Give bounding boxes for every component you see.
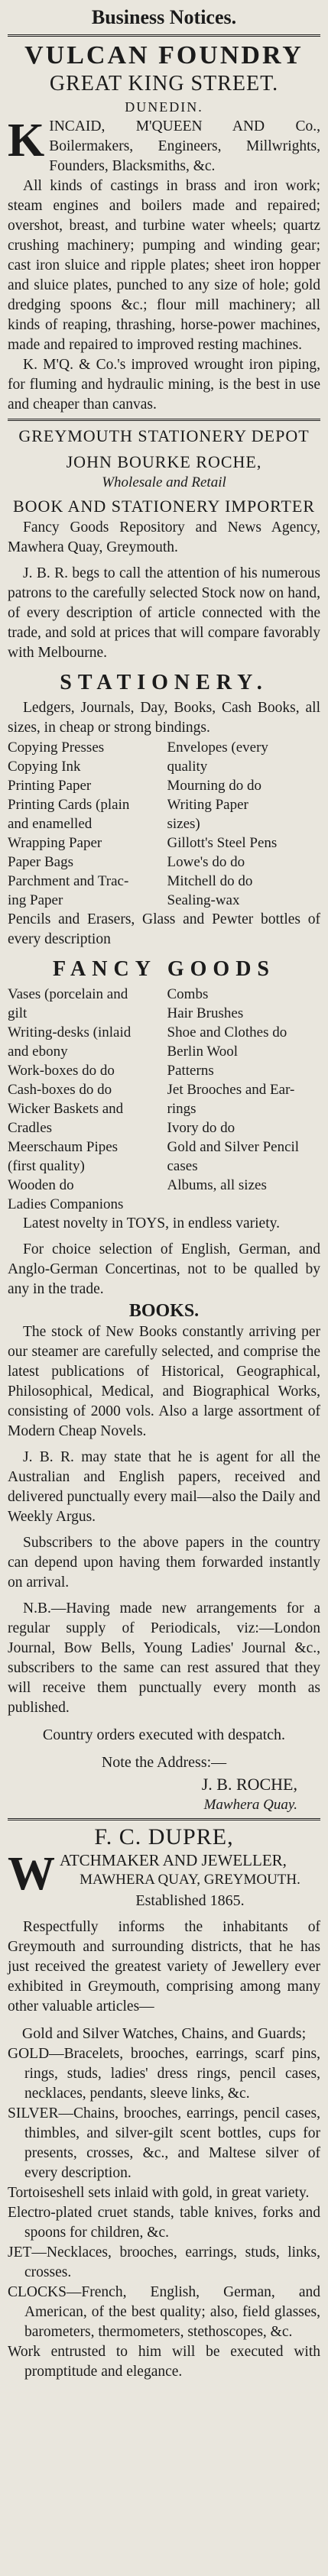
vulcan-town: DUNEDIN. (125, 99, 203, 115)
stationery-title: STATIONERY. (60, 671, 268, 694)
signature-name: J. B. ROCHE, (201, 1775, 297, 1794)
list-item: Printing Paper (8, 778, 92, 794)
roche-sub: Wholesale and Retail (102, 474, 226, 490)
list-item: Wooden do (8, 1177, 74, 1193)
concertinas-note: For choice selection of English, German, and Anglo-German Concertinas, not to be qualled by any in the trade. (8, 1241, 320, 1297)
list-item: Wicker Baskets and (8, 1101, 124, 1117)
list-item: Jet Brooches and Ear- (167, 1082, 295, 1098)
list-item: Copying Presses (8, 739, 105, 756)
signature-place: Mawhera Quay. (203, 1797, 297, 1813)
section-heading: Business Notices. (91, 6, 237, 28)
dupre-place: MAWHERA QUAY, GREYMOUTH. (80, 1872, 300, 1888)
list-item: Mitchell do do (167, 873, 253, 889)
vulcan-foundry-ad (8, 40, 320, 415)
divider (8, 1818, 320, 1820)
nb-text: N.B.—Having made new arrangements for a regular supply of Periodicals, viz:—London Journal, Bow Bells, Young Ladies' Journal &c., subscribers to the same can rest assured that they will receive them punctually every month as published. (8, 1600, 320, 1716)
dupre-list (8, 2044, 320, 2382)
list-item: Albums, all sizes (167, 1177, 267, 1193)
list-item: Berlin Wool (167, 1044, 239, 1060)
vulcan-body: All kinds of castings in brass and iron work; steam engines and boilers made and repaired; overshot, breast, and turbine water wheels; quartz crushing machinery; pumping and winding gear; cast iron sluice and ripple plates; sheet iron hopper and sluice plates, punched to any size of hole; gold dredging spoons &c.; flour mill machinery; all kinds of reaping, thrashing, horse-power machines, made and repaired to improved resting machines. (8, 178, 320, 353)
fancy-goods-title: FANCY GOODS (53, 957, 275, 981)
stationery-list (8, 738, 320, 910)
list-item: and enamelled (8, 816, 93, 832)
list-item: Lowe's do do (167, 854, 245, 870)
list-item: gilt (8, 1005, 28, 1021)
list-item: Writing-desks (inlaid (8, 1024, 132, 1040)
list-item: (first quality) (8, 1158, 85, 1174)
list-item: quality (167, 759, 208, 775)
list-item: Gillott's Steel Pens (167, 835, 278, 851)
list-item: Combs (167, 986, 209, 1002)
list-item: Meerschaum Pipes (8, 1139, 119, 1155)
dupre-trade: ATCHMAKER AND JEWELLER, (60, 1851, 287, 1869)
books-title: BOOKS. (128, 1301, 200, 1321)
roche-name: JOHN BOURKE ROCHE, (66, 452, 262, 471)
list-item: Parchment and Trac- (8, 873, 129, 889)
list-item: Electro-plated cruet stands, table knives, forks and spoons for children, &c. (8, 2205, 320, 2241)
roche-ad (8, 425, 320, 1814)
list-item: Patterns (167, 1063, 214, 1079)
list-item: GOLD—Bracelets, brooches, earrings, scarf pins, rings, studs, ladies' dress rings, pencil cases, necklaces, pendants, sleeve links, &c. (8, 2046, 320, 2102)
list-item: Gold and Silver Pencil (167, 1139, 300, 1155)
vulcan-dropcap: K (8, 115, 45, 167)
list-item: Work-boxes do do (8, 1063, 115, 1079)
list-item: Envelopes (every (167, 739, 268, 756)
list-item: CLOCKS—French, English, German, and American, of the best quality; also, field glasses, barometers, thermometers, stethoscopes, &c. (8, 2284, 320, 2340)
list-item: JET—Necklaces, brooches, earrings, studs, links, crosses. (8, 2244, 320, 2280)
dupre-established: Established 1865. (135, 1892, 245, 1909)
list-item: Cradles (8, 1120, 53, 1136)
list-item: Wrapping Paper (8, 835, 102, 851)
list-item: rings (167, 1101, 196, 1117)
list-item: Copying Ink (8, 759, 81, 775)
vulcan-intro: INCAID, M'QUEEN AND Co., Boilermakers, Engineers, Millwrights, Founders, Blacksmiths, &c. (49, 118, 320, 174)
list-item: Tortoiseshell sets inlaid with gold, in great variety. (8, 2185, 310, 2201)
books-text: The stock of New Books constantly arriving per our steamer are carefully selected, and comprise the latest publications of Historical, Geographical, Philosophical, Medical, and Biographical Works, consisting of 2000 vols. Also a large assortment of Modern Cheap Novels. (8, 1324, 320, 1439)
list-item: Writing Paper (167, 797, 248, 813)
list-item: Paper Bags (8, 854, 74, 870)
country-orders: Country orders executed with despatch. (42, 1727, 286, 1743)
list-item: Hair Brushes (167, 1005, 244, 1021)
roche-intro: J. B. R. begs to call the attention of his numerous patrons to the carefully selected Stock now on hand, of every description of article connected with the trade, and sold at prices that will compare favorably with Melbourne. (8, 565, 320, 661)
dupre-name: F. C. DUPRE, (94, 1824, 234, 1849)
newspaper-column (8, 0, 320, 2382)
list-item: cases (167, 1158, 198, 1174)
list-item (167, 1195, 321, 1214)
divider (8, 34, 320, 37)
list-item: Ivory do do (167, 1120, 235, 1136)
vulcan-street: GREAT KING STREET. (49, 72, 279, 95)
dupre-ad (8, 1824, 320, 2382)
dupre-dropcap: W (8, 1848, 55, 1900)
roche-title: GREYMOUTH STATIONERY DEPOT (18, 426, 310, 445)
vulcan-name: VULCAN FOUNDRY (24, 41, 304, 70)
list-item: SILVER—Chains, brooches, earrings, pencil cases, thimbles, and silver-gilt scent bottles, cups for presents, crosses, &c., and Maltese silver of every description. (8, 2105, 320, 2181)
list-item: Printing Cards (plain (8, 797, 130, 813)
address-label: Note the Address:— (101, 1754, 227, 1771)
agent-text: J. B. R. may state that he is agent for all the Australian and English papers, received and delivered punctually every mail—also the Daily and Weekly Argus. (8, 1449, 320, 1525)
list-item: and ebony (8, 1044, 68, 1060)
list-item: Sealing-wax (167, 892, 240, 908)
dupre-intro: Respectfully informs the inhabitants of Greymouth and surrounding districts, that he has just received the greatest variety of Jewellery ever exhibited in Greymouth, comprising among many other valuable articles— (8, 1919, 320, 2015)
stationery-tail: Pencils and Erasers, Glass and Pewter bottles of every description (8, 911, 320, 947)
list-item: Mourning do do (167, 778, 261, 794)
subscribers-text: Subscribers to the above papers in the country can depend upon having them forwarded instantly on arrival. (8, 1535, 320, 1591)
list-item: Work entrusted to him will be executed with promptitude and elegance. (8, 2344, 320, 2380)
list-item: Vases (porcelain and (8, 986, 128, 1002)
fancy-goods-list (8, 985, 320, 1214)
dupre-watches: Gold and Silver Watches, Chains, and Guards; (21, 2025, 307, 2042)
stationery-lead: Ledgers, Journals, Day, Books, Cash Books, all sizes, in cheap or strong bindings. (8, 700, 320, 736)
list-item: sizes) (167, 816, 200, 832)
toys-note: Latest novelty in TOYS, in endless variety. (23, 1215, 280, 1231)
list-item: Cash-boxes do do (8, 1082, 112, 1098)
list-item: ing Paper (8, 892, 63, 908)
roche-trade: BOOK AND STATIONERY IMPORTER (12, 497, 316, 516)
list-item: Shoe and Clothes do (167, 1024, 287, 1040)
vulcan-note: K. M'Q. & Co.'s improved wrought iron piping, for fluming and hydraulic mining, is the best in use and cheaper than canvas. (8, 357, 320, 413)
divider (8, 419, 320, 421)
roche-fancy: Fancy Goods Repository and News Agency, Mawhera Quay, Greymouth. (8, 519, 320, 555)
list-item: Ladies Companions (8, 1196, 124, 1212)
